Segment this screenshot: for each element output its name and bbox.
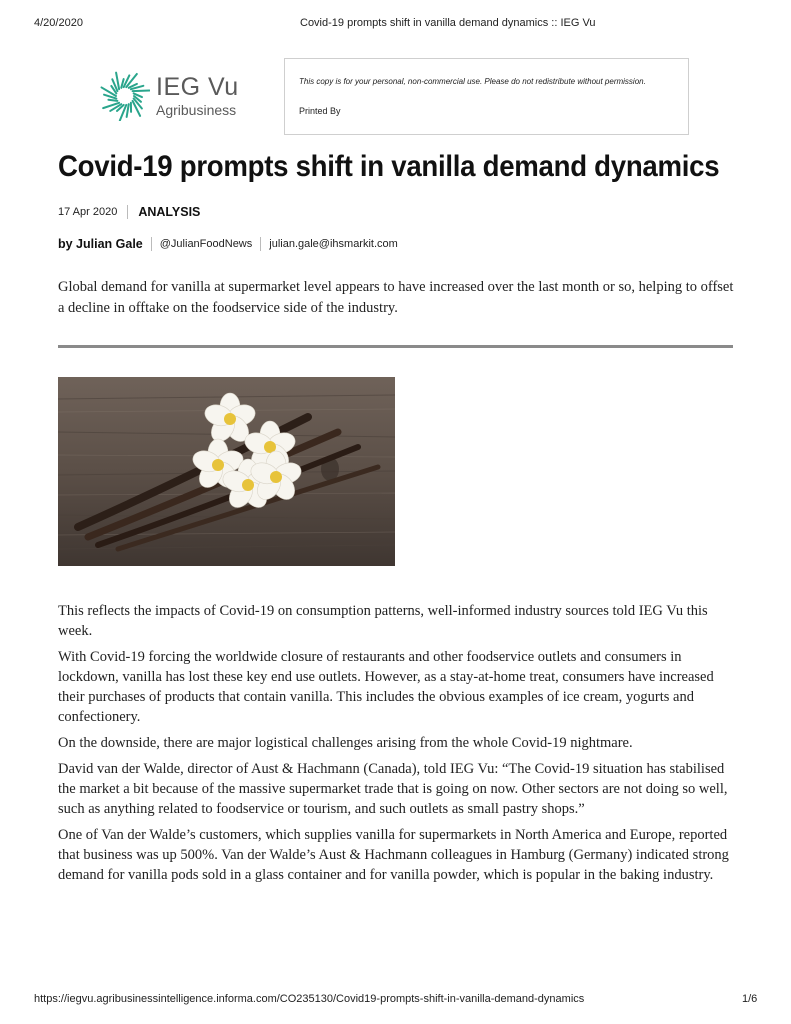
print-page-title: Covid-19 prompts shift in vanilla demand dynamics :: IEG Vu (300, 17, 596, 29)
ieg-vu-logo[interactable] (100, 70, 260, 122)
author-name[interactable]: by Julian Gale (58, 237, 143, 251)
logo-name: IEG Vu (156, 73, 239, 101)
article-category[interactable]: ANALYSIS (138, 205, 201, 219)
ieg-vu-sunburst-icon (100, 71, 150, 121)
body-paragraph: David van der Walde, director of Aust & Hachmann (Canada), told IEG Vu: “The Covid-19 situation has stabilised the market a bit because of the massive supermarket trade that is going on now. Other sectors are not doing so well, such as anything related to foodservice or tourism, and such outlets as small pastry shops.” (58, 761, 728, 817)
section-divider (58, 345, 733, 348)
byline-divider (260, 237, 261, 251)
meta-divider (127, 205, 128, 219)
body-paragraph: One of Van der Walde’s customers, which supplies vanilla for supermarkets in North America and Europe, reported that business was up 500%. Van der Walde’s Aust & Hachmann colleagues in Hamburg (Germany) indicated strong demand for vanilla pods sold in a glass container and for vanilla powder, which is popular in the baking industry. (58, 827, 729, 883)
body-paragraph: On the downside, there are major logistical challenges arising from the whole Covid-19 nightmare. (58, 735, 633, 751)
logo-subtitle: Agribusiness (156, 102, 237, 118)
printed-by-label: Printed By (299, 106, 341, 116)
author-email-link[interactable]: julian.gale@ihsmarkit.com (269, 238, 398, 250)
author-twitter-link[interactable]: @JulianFoodNews (159, 238, 253, 250)
print-page-number: 1/6 (742, 993, 758, 1005)
body-paragraph: This reflects the impacts of Covid-19 on consumption patterns, well-informed industry sources told IEG Vu this week. (58, 603, 708, 639)
copyright-notice-text: This copy is for your personal, non-commercial use. Please do not redistribute without permission. (299, 77, 646, 86)
vanilla-flowers-photo (58, 377, 395, 566)
article-meta (58, 205, 200, 219)
body-paragraph: With Covid-19 forcing the worldwide closure of restaurants and other foodservice outlets and consumers in lockdown, vanilla has lost these key end use outlets. However, as a stay-at-home treat, consumers have increased their purchases of products that contain vanilla. This includes the obvious examples of ice cream, yogurts and confectionery. (58, 649, 714, 725)
copyright-notice-box (284, 58, 689, 135)
article-lead: Global demand for vanilla at supermarket level appears to have increased over the last month or so, helping to offset a decline in offtake on the foodservice side of the industry. (58, 279, 734, 316)
byline-divider (151, 237, 152, 251)
print-footer-url: https://iegvu.agribusinessintelligence.informa.com/CO235130/Covid19-prompts-shift-in-vanilla-demand-dynamics (34, 993, 585, 1005)
article-headline: Covid-19 prompts shift in vanilla demand dynamics (58, 150, 720, 183)
print-date: 4/20/2020 (34, 17, 83, 29)
article-date: 17 Apr 2020 (58, 206, 118, 218)
article-body (58, 601, 738, 891)
article-byline (58, 237, 398, 251)
